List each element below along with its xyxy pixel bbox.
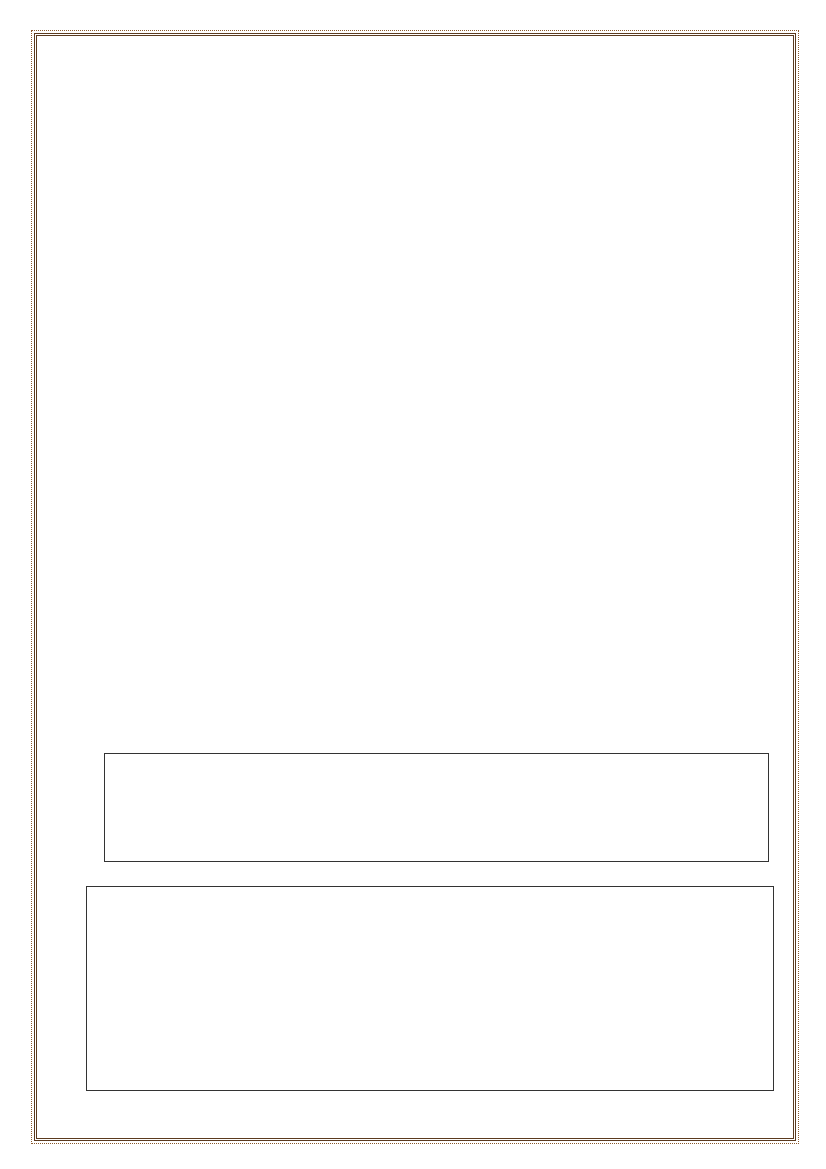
past-simple-box <box>104 753 769 862</box>
present-perfect-box <box>86 886 774 1091</box>
